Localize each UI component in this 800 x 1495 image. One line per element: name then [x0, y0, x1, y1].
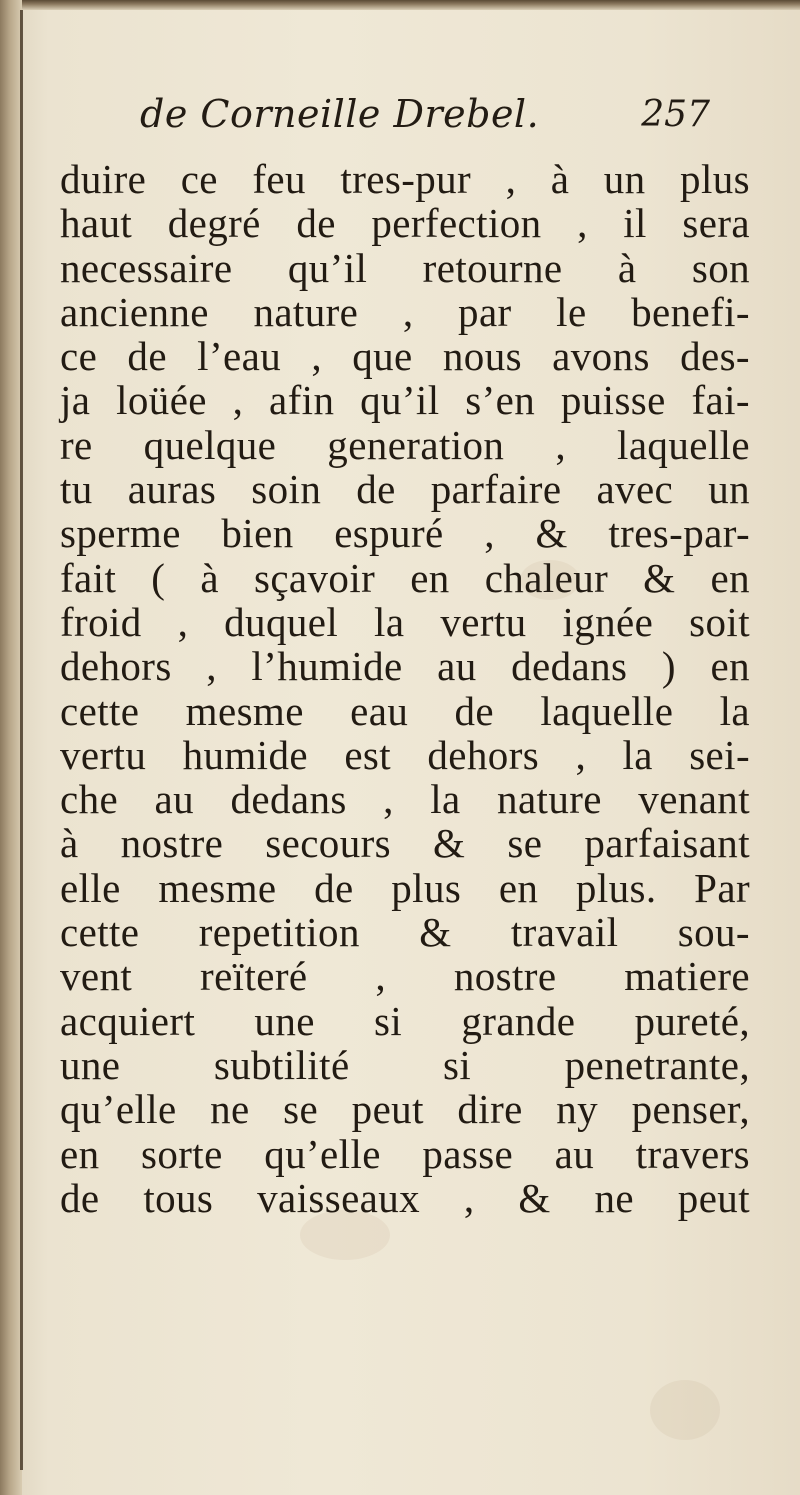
text-line: acquiert une si grande pureté,: [60, 997, 750, 1044]
text-line: ce de l’eau , que nous avons des-: [60, 333, 750, 380]
text-line: elle mesme de plus en plus. Par: [60, 864, 750, 911]
text-line: qu’elle ne se peut dire ny penser,: [60, 1086, 750, 1133]
text-line: vent reïteré , nostre matiere: [60, 953, 750, 1000]
running-head-title: de Corneille Drebel.: [140, 92, 540, 136]
text-line: à nostre secours & se parfaisant: [60, 820, 750, 867]
text-line: duire ce feu tres-pur , à un plus: [60, 156, 750, 202]
binding-rule: [20, 10, 23, 1470]
text-line: une subtilité si penetrante,: [60, 1041, 750, 1088]
text-line: ja loüée , afin qu’il s’en puisse fai-: [60, 377, 750, 424]
book-binding: [0, 0, 22, 1495]
page-top-edge: [0, 0, 800, 10]
text-line: che au dedans , la nature venant: [60, 776, 750, 823]
text-line: sperme bien espuré , & tres-par-: [60, 510, 750, 557]
running-head: [130, 92, 710, 152]
text-line: de tous vaisseaux , & ne peut: [60, 1174, 750, 1221]
text-line: ancienne nature , par le benefi-: [60, 288, 750, 335]
body-text: [60, 157, 750, 1220]
text-line: en sorte qu’elle passe au travers: [60, 1130, 750, 1177]
text-line: froid , duquel la vertu ignée soit: [60, 598, 750, 645]
text-line: dehors , l’humide au dedans ) en: [60, 643, 750, 690]
text-line: necessaire qu’il retourne à son: [60, 244, 750, 291]
text-line: cette repetition & travail sou-: [60, 909, 750, 956]
text-line: haut degré de perfection , il sera: [60, 200, 750, 247]
paper-stain: [650, 1380, 720, 1440]
text-line: fait ( à sçavoir en chaleur & en: [60, 554, 750, 601]
text-line: vertu humide est dehors , la sei-: [60, 731, 750, 778]
text-line: tu auras soin de parfaire avec un: [60, 466, 750, 513]
text-line: re quelque generation , laquelle: [60, 421, 750, 468]
page-number: 257: [641, 94, 710, 135]
text-line: cette mesme eau de laquelle la: [60, 687, 750, 734]
